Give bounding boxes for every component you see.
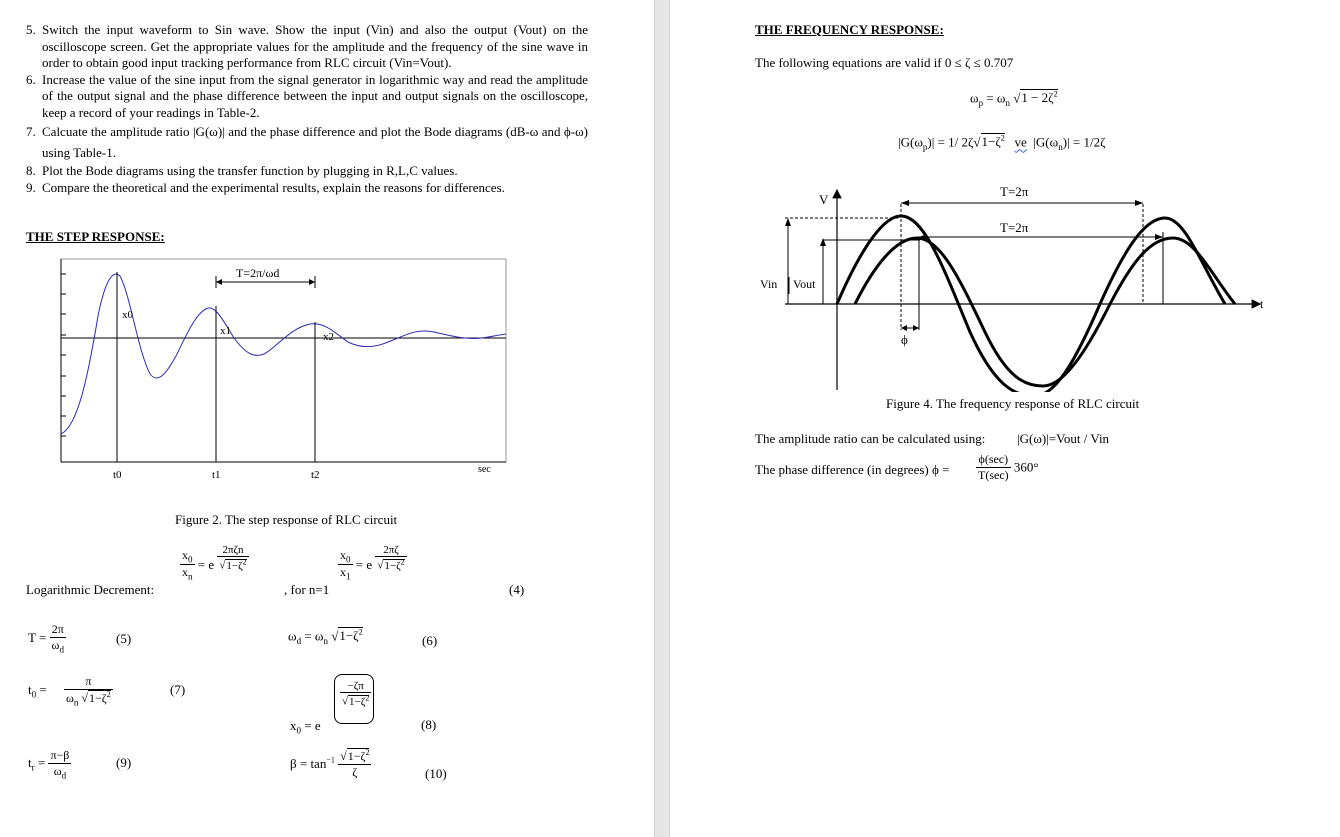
x-tick-t0: t0 — [113, 469, 122, 478]
validity-condition: The following equations are valid if 0 ≤ ζ ≤ 0.707 — [755, 55, 1014, 70]
step-response-heading: THE STEP RESPONSE: — [26, 229, 165, 244]
eq-number-4: (4) — [509, 582, 525, 597]
procedure-steps — [26, 22, 588, 196]
chart-frame — [61, 259, 506, 462]
eq-damped-frequency: $\omega_d = \omega_n$ $√1-\zeta^2$ — [288, 628, 363, 646]
eq-number-5: (5) — [116, 631, 132, 646]
eq-period: T = $\frac{2\pi}{\omega_d}$ — [28, 622, 64, 655]
vout-label: Vout — [793, 277, 816, 291]
for-n1-label: , for n=1 — [284, 582, 330, 597]
step-8: 8. Plot the Bode diagrams using the transfer function by plugging in R,L,C values. — [26, 163, 458, 178]
ve-word: ve — [1014, 134, 1027, 150]
peak-label-x2: x2 — [323, 331, 334, 343]
eq-peak-frequency: $\omega_p = \omega_n$ $√1 - 2\zeta^2$ — [970, 90, 1058, 108]
eq-phase-difference: $\frac{\phi(\sec)}{T(\sec)}$ 360° — [978, 452, 1039, 482]
frequency-response-chart — [755, 182, 1275, 392]
vout-wave — [855, 238, 1235, 386]
phase-difference-text: The phase difference (in degrees) ϕ = — [755, 462, 950, 477]
x-unit-label: sec — [478, 464, 491, 475]
eq-number-9: (9) — [116, 755, 132, 770]
amplitude-ratio-text: The amplitude ratio can be calculated using: — [755, 431, 986, 446]
eq-peak-magnitude: $|G(\omega_p)| = 1/$ $2\zeta√1-\zeta^2$ ve $|G(\omega_n)| = 1/2\zeta$ — [898, 134, 1106, 152]
step-6: 6. Increase the value of the sine input from the signal generator in logarithmic way and read the amplitude of the output signal and the phase difference between the input and output signals on the oscilloscope, keep a record of your readings in Table-2. — [26, 71, 588, 120]
eq-number-8: (8) — [421, 717, 437, 732]
document-page-right — [670, 0, 1340, 837]
eq-tr: $t_r$ = $\frac{\pi-\beta}{\omega_d}$ — [28, 748, 70, 781]
eq-number-6: (6) — [422, 633, 438, 648]
step-response-chart — [58, 256, 510, 478]
log-decrement-label: Logarithmic Decrement: — [26, 582, 155, 597]
amplitude-ratio-formula: |G(ω)|=Vout / Vin — [1017, 431, 1110, 446]
step-7: 7. Calcuate the amplitude ratio |G(ω)| and the phase difference and plot the Bode diagrams (dB-ω and ϕ-ω) using Table-1. — [26, 124, 588, 160]
eq-log-decrement: $\frac{x_0}{x_n}$ = e $\frac{\text{2πζn}}{√1-\zeta^2}$ — [182, 544, 247, 582]
page-gutter — [654, 0, 670, 837]
period-label-top: T=2π — [1000, 184, 1029, 199]
eq-beta: $\beta = \tan^{-1}$ $\frac{√1-\zeta^2}{\zeta}$ — [290, 748, 370, 779]
figure-2-caption: Figure 2. The step response of RLC circuit — [175, 512, 398, 527]
peak-label-x0: x0 — [122, 309, 133, 321]
x-tick-t2: t2 — [311, 469, 320, 478]
eq-number-10: (10) — [425, 766, 447, 781]
eq-t0: $t_0$ = $\frac{\pi}{\omega_n √1-\zeta^2}$ — [28, 674, 111, 708]
period-label: T=2π/ωd — [236, 266, 280, 280]
peak-label-x1: x1 — [220, 325, 231, 337]
vin-label: Vin — [760, 277, 778, 291]
document-page-left: 5. Switch the input waveform to Sin wave. Show the input (Vin) and also the output (Vout) on the oscilloscope screen. Get the appropriate values for the amplitude and the frequency of the sine wave in order to obtain good input tracking performance from RLC circuit (Vin=Vout). 6. Increase the value of the sine input from the signal generator in logarithmic way and read the amplitude of the output signal and the phase difference between the input and output signals on the oscilloscope, keep a record of your readings in Table-2. 7. Calcuate the amplitude ratio |G(ω)| and the phase difference and plot the Bode diagrams (dB-ω and ϕ-ω) using Table-1. 8. Plot the Bode diagrams using the transfer function by plugging in R,L,C values. 9. Compare the theoretical and the experimental results, explain the reasons for differences. THE STEP RESPONSE: T=2π/ωd x0 x1 x2 t0 t1 t2 sec Figure 2. The step response of RLC circuit Logarithmic Decrement: $\frac{x_0}{x_n}$ = e $\frac{\text{2πζn}}{√1-\zeta^2}$ , for n=1 $\frac{x_0}{x_1}$ = e $\frac{2\pi\zeta}{√1-\zeta^2}$ (4) T = $\frac{2\pi}{\omega_d}$ (5) $\omega_d = \omega_n$ $√1-\zeta^2$ (6) $t_0$ = $\frac{\pi}{\omega_n √1-\zeta^2}$ (7) $x_0 = e$ $\frac{-\zeta\pi}{√1-\zeta^2}$ (8) $t_r$ = $\frac{\pi-\beta}{\omega_d}$ (9) $\beta = \tan^{-1}$ $\frac{√1-\zeta^2}{\zeta}$ (10) — [0, 0, 654, 837]
phase-label: ϕ — [901, 332, 908, 347]
step-9: 9. Compare the theoretical and the experimental results, explain the reasons for differences. — [26, 179, 505, 195]
step-5: 5. Switch the input waveform to Sin wave. Show the input (Vin) and also the output (Vout) on the oscilloscope screen. Get the appropriate values for the amplitude and the frequency of the sine wave in order to obtain good input tracking performance from RLC circuit (Vin=Vout). — [26, 22, 588, 70]
frequency-response-heading: THE FREQUENCY RESPONSE: — [755, 22, 944, 37]
eq-log-decrement-n1: $\frac{x_0}{x_1}$ = e $\frac{2\pi\zeta}{√1-\zeta^2}$ — [340, 544, 405, 582]
figure-4-caption: Figure 4. The frequency response of RLC circuit — [886, 396, 1140, 411]
period-label-mid: T=2π — [1000, 220, 1029, 235]
time-axis-label: t — [1260, 297, 1264, 311]
x-tick-t1: t1 — [212, 469, 221, 478]
eq-number-7: (7) — [170, 682, 186, 697]
y-axis-label: V — [819, 192, 829, 207]
